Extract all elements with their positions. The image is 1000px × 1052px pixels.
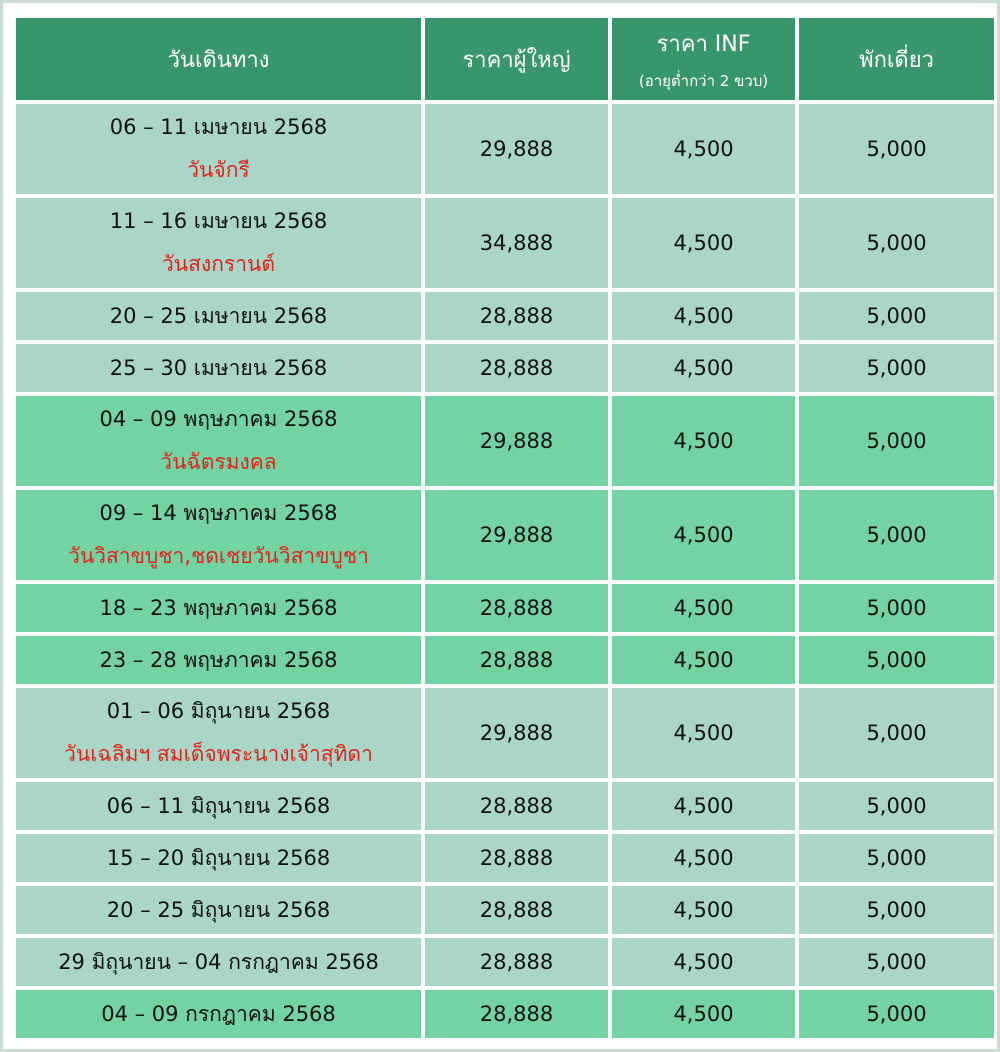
date-cell	[16, 198, 421, 288]
table-row	[16, 490, 994, 580]
adult-price-cell: 28,888	[425, 292, 608, 340]
table-row	[16, 886, 994, 934]
single-room-cell: 5,000	[799, 198, 994, 288]
date-cell	[16, 584, 421, 632]
holiday-label: วันสงกรานต์	[162, 252, 275, 276]
date-range: 04 – 09 กรกฎาคม 2568	[101, 1001, 336, 1026]
date-cell	[16, 636, 421, 684]
table-row	[16, 396, 994, 486]
single-room-cell: 5,000	[799, 688, 994, 778]
header-inf-price	[612, 18, 795, 100]
price-table	[12, 14, 998, 1042]
single-room-cell: 5,000	[799, 490, 994, 580]
table-row	[16, 688, 994, 778]
inf-price-cell: 4,500	[612, 886, 795, 934]
table-row	[16, 834, 994, 882]
single-room-cell: 5,000	[799, 344, 994, 392]
header-adult-price: ราคาผู้ใหญ่	[425, 18, 608, 100]
date-range: 18 – 23 พฤษภาคม 2568	[99, 595, 338, 620]
date-range: 04 – 09 พฤษภาคม 2568	[99, 407, 338, 431]
header-inf-label: ราคา INF	[656, 31, 751, 57]
date-cell	[16, 688, 421, 778]
adult-price-cell: 28,888	[425, 886, 608, 934]
date-cell	[16, 886, 421, 934]
date-range: 20 – 25 มิถุนายน 2568	[106, 897, 331, 922]
table-header-row	[16, 18, 994, 100]
table-row	[16, 782, 994, 830]
adult-price-cell: 28,888	[425, 782, 608, 830]
table-row	[16, 636, 994, 684]
date-cell	[16, 344, 421, 392]
adult-price-cell: 28,888	[425, 834, 608, 882]
single-room-cell: 5,000	[799, 834, 994, 882]
header-single-room: พักเดี่ยว	[799, 18, 994, 100]
inf-price-cell: 4,500	[612, 396, 795, 486]
date-cell	[16, 104, 421, 194]
adult-price-cell: 28,888	[425, 344, 608, 392]
adult-price-cell: 28,888	[425, 636, 608, 684]
adult-price-cell: 29,888	[425, 104, 608, 194]
single-room-cell: 5,000	[799, 396, 994, 486]
holiday-label: วันวิสาขบูชา,ชดเชยวันวิสาขบูชา	[68, 544, 369, 568]
inf-price-cell: 4,500	[612, 490, 795, 580]
single-room-cell: 5,000	[799, 782, 994, 830]
adult-price-cell: 28,888	[425, 990, 608, 1038]
date-cell	[16, 938, 421, 986]
date-range: 06 – 11 มิถุนายน 2568	[106, 793, 331, 818]
adult-price-cell: 29,888	[425, 396, 608, 486]
inf-price-cell: 4,500	[612, 688, 795, 778]
table-row	[16, 292, 994, 340]
date-range: 06 – 11 เมษายน 2568	[109, 115, 328, 139]
header-inf-note: (อายุต่ำกว่า 2 ขวบ)	[638, 71, 769, 90]
inf-price-cell: 4,500	[612, 990, 795, 1038]
date-cell	[16, 292, 421, 340]
date-range: 15 – 20 มิถุนายน 2568	[106, 845, 331, 870]
date-range: 11 – 16 เมษายน 2568	[109, 209, 328, 233]
inf-price-cell: 4,500	[612, 834, 795, 882]
inf-price-cell: 4,500	[612, 344, 795, 392]
table-row	[16, 990, 994, 1038]
date-cell	[16, 990, 421, 1038]
date-range: 29 มิถุนายน – 04 กรกฎาคม 2568	[58, 949, 379, 974]
adult-price-cell: 28,888	[425, 584, 608, 632]
date-range: 25 – 30 เมษายน 2568	[109, 355, 328, 380]
inf-price-cell: 4,500	[612, 938, 795, 986]
adult-price-cell: 29,888	[425, 490, 608, 580]
single-room-cell: 5,000	[799, 104, 994, 194]
adult-price-cell: 29,888	[425, 688, 608, 778]
header-date: วันเดินทาง	[16, 18, 421, 100]
table-row	[16, 104, 994, 194]
adult-price-cell: 28,888	[425, 938, 608, 986]
table-row	[16, 198, 994, 288]
table-row	[16, 584, 994, 632]
inf-price-cell: 4,500	[612, 636, 795, 684]
adult-price-cell: 34,888	[425, 198, 608, 288]
inf-price-cell: 4,500	[612, 198, 795, 288]
date-cell	[16, 396, 421, 486]
inf-price-cell: 4,500	[612, 292, 795, 340]
inf-price-cell: 4,500	[612, 584, 795, 632]
holiday-label: วันเฉลิมฯ สมเด็จพระนางเจ้าสุทิดา	[64, 742, 373, 766]
holiday-label: วันฉัตรมงคล	[160, 450, 277, 474]
inf-price-cell: 4,500	[612, 782, 795, 830]
inf-price-cell: 4,500	[612, 104, 795, 194]
single-room-cell: 5,000	[799, 292, 994, 340]
single-room-cell: 5,000	[799, 886, 994, 934]
single-room-cell: 5,000	[799, 990, 994, 1038]
holiday-label: วันจักรี	[187, 158, 250, 182]
date-range: 09 – 14 พฤษภาคม 2568	[99, 501, 338, 525]
date-range: 23 – 28 พฤษภาคม 2568	[99, 647, 338, 672]
date-range: 20 – 25 เมษายน 2568	[109, 303, 328, 328]
date-cell	[16, 782, 421, 830]
single-room-cell: 5,000	[799, 938, 994, 986]
single-room-cell: 5,000	[799, 636, 994, 684]
date-range: 01 – 06 มิถุนายน 2568	[106, 699, 331, 723]
date-cell	[16, 490, 421, 580]
date-cell	[16, 834, 421, 882]
table-row	[16, 938, 994, 986]
single-room-cell: 5,000	[799, 584, 994, 632]
table-row	[16, 344, 994, 392]
